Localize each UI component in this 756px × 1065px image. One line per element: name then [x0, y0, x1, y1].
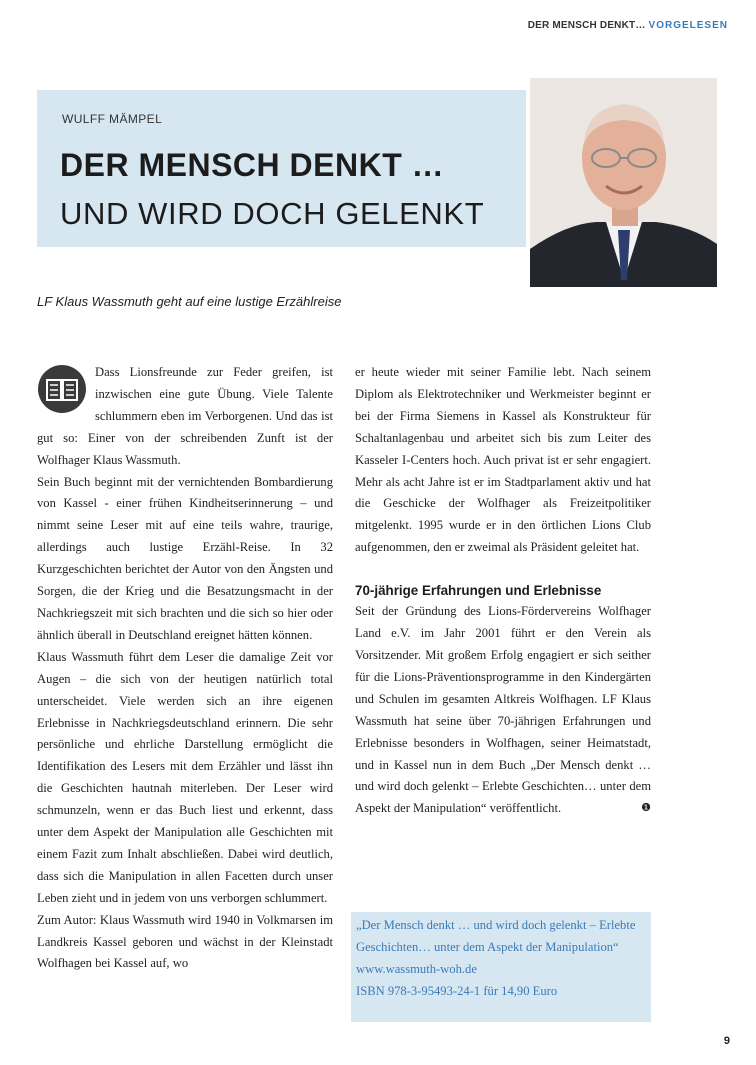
book-info-title: „Der Mensch denkt … und wird doch gelenkt – Erlebte Geschichten… unter dem Aspekt der Manipulation“ — [356, 918, 636, 954]
paragraph-with-end-mark — [355, 601, 651, 820]
running-head — [528, 20, 728, 31]
running-head-category: VORGELESEN — [648, 20, 728, 31]
section-heading: 70-jährige Erfahrungen und Erlebnisse — [355, 583, 602, 599]
article-column-left — [37, 362, 333, 975]
teaser: LF Klaus Wassmuth geht auf eine lustige Erzählreise — [37, 294, 342, 309]
paragraph: Sein Buch beginnt mit der vernichtenden Bombardierung von Kassel - einer frühen Kindheitserinnerung – und nimmt seine Leser mit auf eine teils wahre, traurige, allerdings auch lustige Erzähl-Reise. In 32 Kurzgeschichten berichtet der Autor von den Ängsten und Sorgen, die der Krieg und die Besatzungsmacht in der Nachkriegszeit mit sich brachten und die sich so hier oder ähnlich überall in Deutschland ereignet hätten können. — [37, 474, 333, 642]
paragraph: er heute wieder mit seiner Familie lebt. Nach seinem Diplom als Elektrotechniker und Werkmeister beginnt er bei der Firma Siemens in Kassel als Konstrukteur für Schaltanlagenbau und arbeitet sich bis zum Leiter des Kasseler I-Centers hoch. Auch privat ist er sehr engagiert. Mehr als acht Jahre ist er im Stadtparlament aktiv und hat die Geschicke der Wolfhager als Freizeitpolitiker mitgelenkt. 1995 wurde er in den örtlichen Lions Club aufgenommen, den er zweimal als Präsident geleitet hat. — [355, 365, 651, 555]
book-info-box — [351, 912, 651, 1022]
paragraph: Dass Lionsfreunde zur Feder greifen, ist inzwischen eine gute Übung. Viele Talente schlummern eben im Verborgenen. Und das ist gut so: Einer von der schreibenden Zunft ist der Wolfhager Klaus Wassmuth. — [37, 365, 333, 467]
book-info-isbn: ISBN 978-3-95493-24-1 für 14,90 Euro — [356, 983, 558, 998]
paragraph: Zum Autor: Klaus Wassmuth wird 1940 in Volkmarsen im Landkreis Kassel geboren und wächst in der Kleinstadt Wolfhagen bei Kassel auf, wo — [37, 912, 333, 971]
book-info-website: www.wassmuth-woh.de — [356, 961, 477, 976]
running-head-section: DER MENSCH DENKT… — [527, 20, 646, 31]
author-portrait — [526, 74, 721, 287]
page-subtitle: UND WIRD DOCH GELENKT — [60, 196, 485, 231]
book-icon — [37, 364, 87, 414]
lions-end-mark-icon: ❶ — [641, 802, 651, 815]
page-number: 9 — [723, 1035, 730, 1047]
paragraph: Klaus Wassmuth führt dem Leser die damalige Zeit vor Augen – die sich von der heutigen natürlich total unterscheidet. Viele werden sich an ihre eigenen Erlebnisse in Nachkriegsdeutschland erinnern. Die sehr persönliche und ehrliche Darstellung ermöglicht die Identifikation des Lesers mit dem Erzähler und lässt ihn die Geschichten hautnah miterleben. Der Leser wird schmunzeln, wenn er das Buch liest und erkennt, dass unter dem Aspekt der Manipulation alle Geschichten mit einem Fazit zum Inhalt abschließen. Dabei wird deutlich, dass sich die Manipulation in allen Facetten durch unser Leben zieht und in jedem von uns verborgen schlummert. — [37, 649, 333, 905]
author-name: WULFF MÄMPEL — [62, 112, 163, 126]
article-column-right — [355, 362, 651, 820]
page-title: DER MENSCH DENKT … — [60, 147, 445, 183]
paragraph-text: Seit der Gründung des Lions-Fördervereins Wolfhager Land e.V. im Jahr 2001 führt er den Verein als Vorsitzender. Mit großem Erfolg engagiert er sich seither für die Lions-Präventionsprogramme in den Kindergärten und Schulen im gesamten Altkreis Wolfhagen. LF Klaus Wassmuth hat seine über 70-jährigen Erfahrungen und Erlebnisse besonders in Wolfhagen, seiner Heimatstadt, und in Kassel nun in dem Buch „Der Mensch denkt … und wird doch gelenkt – Erlebte Geschichten… unter dem Aspekt der Manipulation“ veröffentlicht. — [355, 604, 651, 816]
